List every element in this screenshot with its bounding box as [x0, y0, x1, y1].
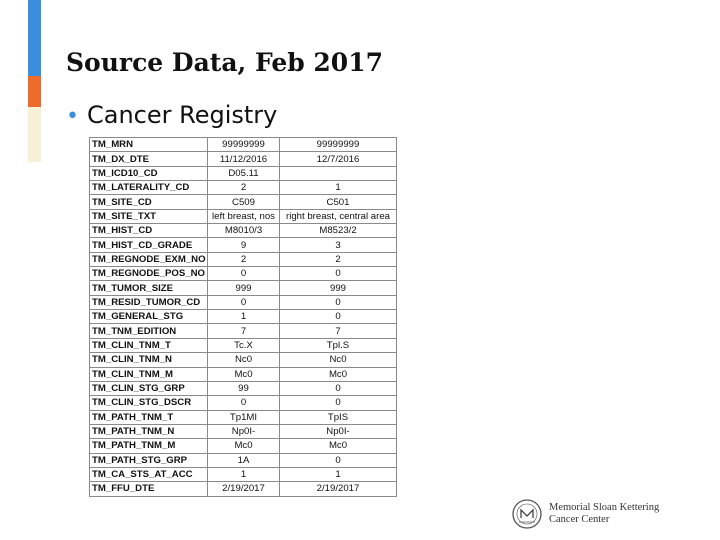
value-cell-2: Mc0 [280, 439, 397, 453]
value-cell-2: 3 [280, 238, 397, 252]
value-cell-2: C501 [280, 195, 397, 209]
value-cell-2: 12/7/2016 [280, 152, 397, 166]
table-row [90, 381, 397, 395]
value-cell-1: 1 [208, 310, 280, 324]
field-name-cell: TM_HIST_CD [90, 224, 208, 238]
value-cell-1: Np0I- [208, 424, 280, 438]
value-cell-2: Tpl.S [280, 338, 397, 352]
value-cell-2: 999 [280, 281, 397, 295]
value-cell-2: 0 [280, 295, 397, 309]
table-row [90, 396, 397, 410]
value-cell-2: 0 [280, 453, 397, 467]
table-row [90, 367, 397, 381]
msk-seal-icon [511, 497, 545, 533]
value-cell-2: 0 [280, 267, 397, 281]
table-row [90, 482, 397, 496]
field-name-cell: TM_CLIN_TNM_N [90, 353, 208, 367]
table-row [90, 181, 397, 195]
value-cell-1: 9 [208, 238, 280, 252]
value-cell-1: 1A [208, 453, 280, 467]
value-cell-2: 0 [280, 310, 397, 324]
table-row [90, 310, 397, 324]
value-cell-2: 7 [280, 324, 397, 338]
field-name-cell: TM_PATH_STG_GRP [90, 453, 208, 467]
value-cell-1: 1 [208, 467, 280, 481]
value-cell-2: TpIS [280, 410, 397, 424]
field-name-cell: TM_ICD10_CD [90, 166, 208, 180]
table-row [90, 224, 397, 238]
table-row [90, 410, 397, 424]
field-name-cell: TM_PATH_TNM_T [90, 410, 208, 424]
value-cell-1: Tc.X [208, 338, 280, 352]
value-cell-2: 99999999 [280, 138, 397, 152]
value-cell-1: 99999999 [208, 138, 280, 152]
value-cell-1: 11/12/2016 [208, 152, 280, 166]
field-name-cell: TM_LATERALITY_CD [90, 181, 208, 195]
table-row [90, 166, 397, 180]
value-cell-1: 2 [208, 252, 280, 266]
field-name-cell: TM_REGNODE_EXM_NO [90, 252, 208, 266]
field-name-cell: TM_HIST_CD_GRADE [90, 238, 208, 252]
registry-table [89, 137, 397, 497]
logo-line-1: Memorial Sloan Kettering [549, 502, 660, 513]
value-cell-2: M8523/2 [280, 224, 397, 238]
field-name-cell: TM_GENERAL_STG [90, 310, 208, 324]
slide-title: Source Data, Feb 2017 [66, 48, 383, 77]
table-row [90, 252, 397, 266]
table-row [90, 439, 397, 453]
logo-text [549, 502, 659, 526]
table-row [90, 338, 397, 352]
field-name-cell: TM_CA_STS_AT_ACC [90, 467, 208, 481]
field-name-cell: TM_PATH_TNM_M [90, 439, 208, 453]
value-cell-2: 0 [280, 396, 397, 410]
field-name-cell: TM_DX_DTE [90, 152, 208, 166]
field-name-cell: TM_REGNODE_POS_NO [90, 267, 208, 281]
value-cell-2: Mc0 [280, 367, 397, 381]
value-cell-2: 2/19/2017 [280, 482, 397, 496]
value-cell-1: Mc0 [208, 367, 280, 381]
value-cell-2: 0 [280, 381, 397, 395]
table-row [90, 424, 397, 438]
field-name-cell: TM_CLIN_TNM_M [90, 367, 208, 381]
table-row [90, 324, 397, 338]
value-cell-1: Tp1MI [208, 410, 280, 424]
value-cell-1: 2 [208, 181, 280, 195]
table-row [90, 209, 397, 223]
value-cell-2: 2 [280, 252, 397, 266]
field-name-cell: TM_TNM_EDITION [90, 324, 208, 338]
bullet-dot-icon: • [66, 104, 79, 129]
table-row [90, 295, 397, 309]
field-name-cell: TM_TUMOR_SIZE [90, 281, 208, 295]
bullet-item [66, 101, 277, 129]
accent-bar-blue [28, 0, 41, 76]
value-cell-1: 0 [208, 267, 280, 281]
value-cell-1: C509 [208, 195, 280, 209]
value-cell-1: 99 [208, 381, 280, 395]
value-cell-1: left breast, nos [208, 209, 280, 223]
value-cell-2: 1 [280, 181, 397, 195]
value-cell-2 [280, 166, 397, 180]
table-row [90, 152, 397, 166]
value-cell-1: Nc0 [208, 353, 280, 367]
field-name-cell: TM_MRN [90, 138, 208, 152]
field-name-cell: TM_RESID_TUMOR_CD [90, 295, 208, 309]
value-cell-1: Mc0 [208, 439, 280, 453]
table-row [90, 281, 397, 295]
table-row [90, 453, 397, 467]
value-cell-2: 1 [280, 467, 397, 481]
table-row [90, 467, 397, 481]
table-row [90, 353, 397, 367]
value-cell-1: 7 [208, 324, 280, 338]
table-row [90, 195, 397, 209]
logo-line-2: Cancer Center [549, 514, 610, 525]
value-cell-1: M8010/3 [208, 224, 280, 238]
registry-table-body [90, 138, 397, 497]
field-name-cell: TM_FFU_DTE [90, 482, 208, 496]
accent-bar-orange [28, 76, 41, 107]
value-cell-2: Nc0 [280, 353, 397, 367]
msk-logo [511, 497, 671, 533]
table-row [90, 267, 397, 281]
field-name-cell: TM_PATH_TNM_N [90, 424, 208, 438]
accent-bar-cream [28, 107, 41, 162]
value-cell-1: 999 [208, 281, 280, 295]
value-cell-1: 2/19/2017 [208, 482, 280, 496]
field-name-cell: TM_SITE_CD [90, 195, 208, 209]
value-cell-2: Np0I- [280, 424, 397, 438]
field-name-cell: TM_SITE_TXT [90, 209, 208, 223]
bullet-text: Cancer Registry [86, 101, 278, 129]
field-name-cell: TM_CLIN_TNM_T [90, 338, 208, 352]
field-name-cell: TM_CLIN_STG_GRP [90, 381, 208, 395]
field-name-cell: TM_CLIN_STG_DSCR [90, 396, 208, 410]
table-row [90, 238, 397, 252]
value-cell-1: 0 [208, 396, 280, 410]
value-cell-1: D05.11 [208, 166, 280, 180]
table-row [90, 138, 397, 152]
value-cell-2: right breast, central area [280, 209, 397, 223]
value-cell-1: 0 [208, 295, 280, 309]
